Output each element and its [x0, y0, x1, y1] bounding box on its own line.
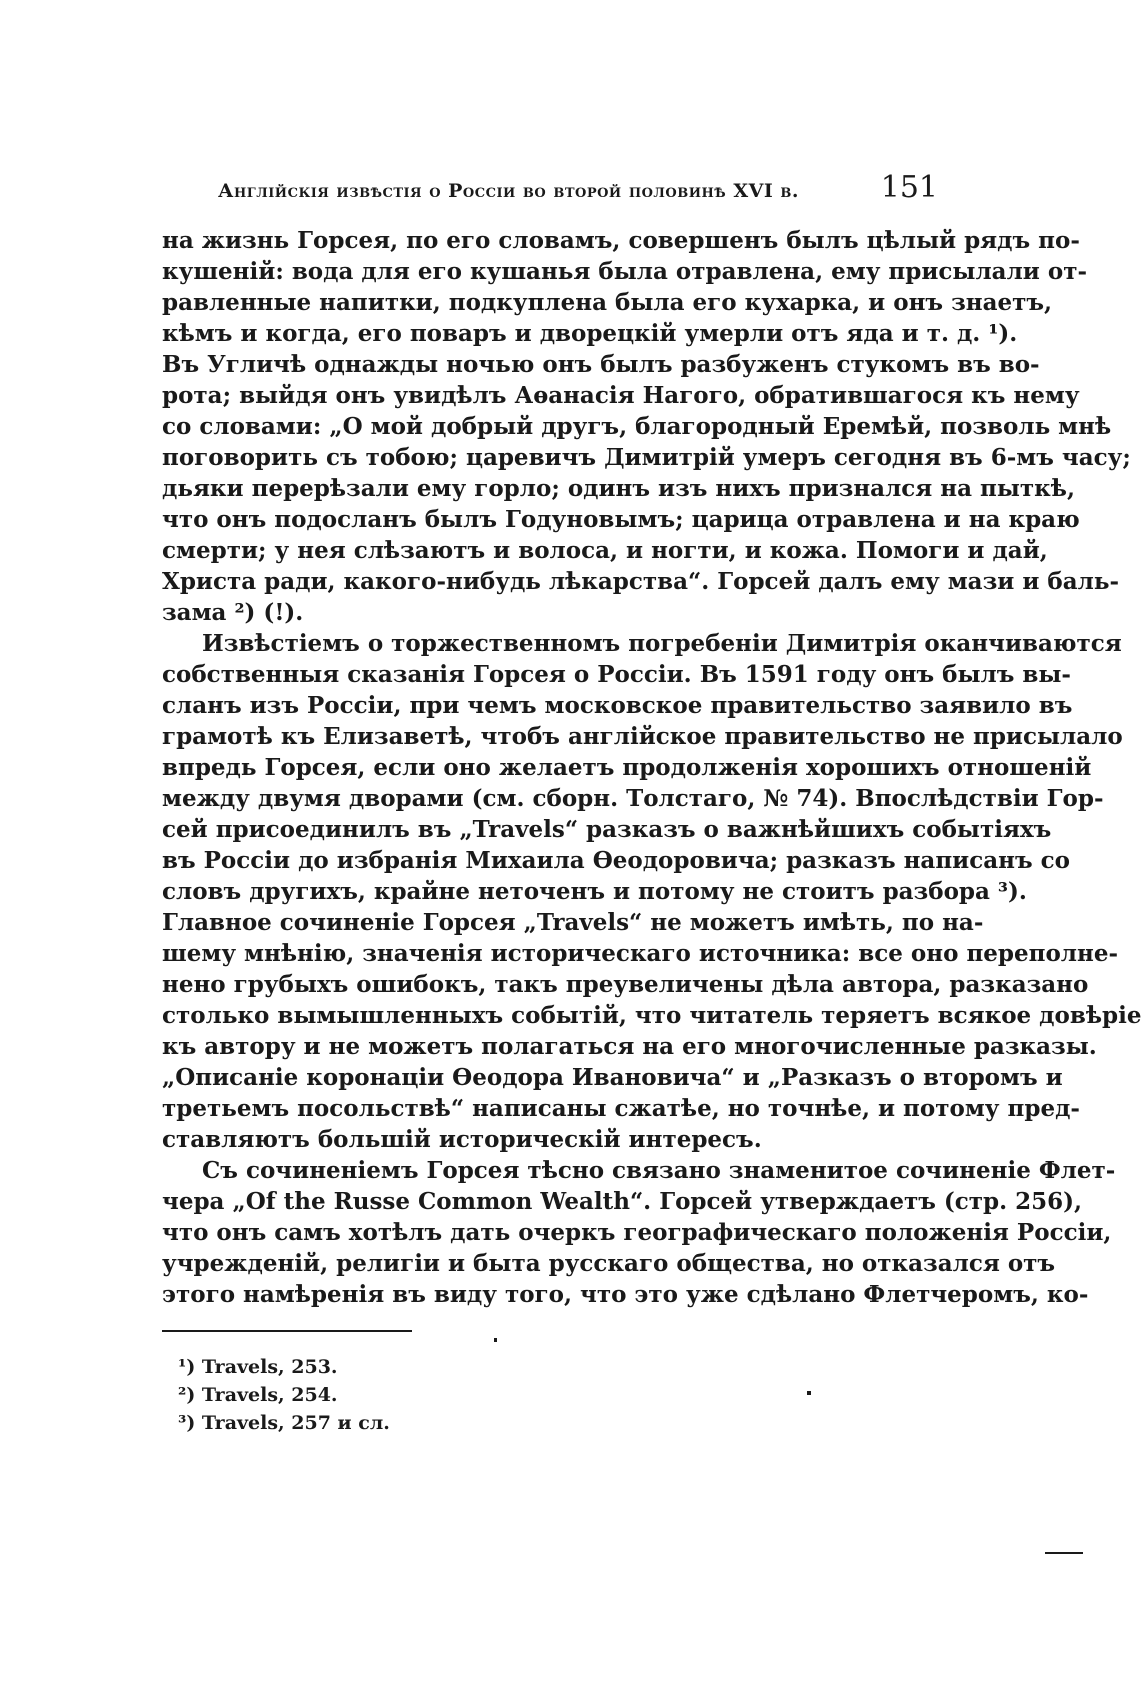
- text-line: поговорить съ тобою; царевичъ Димитрій умеръ сегодня въ 6-мъ часу;: [162, 444, 1131, 471]
- text-line: сей присоединилъ въ „Travels“ разказъ о важнѣйшихъ событіяхъ: [162, 816, 1052, 843]
- text-line: Въ Угличѣ однажды ночью онъ былъ разбуженъ стукомъ въ во-: [162, 351, 1040, 378]
- text-line: чера „Of the Russe Common Wealth“. Горсей утверждаетъ (стр. 256),: [162, 1188, 1082, 1215]
- scan-speck: [807, 1391, 811, 1395]
- text-line: впредь Горсея, если оно желаетъ продолженія хорошихъ отношеній: [162, 754, 1092, 781]
- text-line: кушеній: вода для его кушанья была отравлена, ему присылали от-: [162, 258, 1087, 285]
- scan-edge-mark: [1045, 1552, 1083, 1554]
- scan-speck: [494, 1338, 497, 1342]
- footnotes: [178, 1353, 578, 1437]
- text-line: зама ²) (!).: [162, 599, 304, 626]
- text-line: словъ другихъ, крайне неточенъ и потому не стоитъ разбора ³).: [162, 878, 1027, 905]
- text-line: этого намѣренія въ виду того, что это уже сдѣлано Флетчеромъ, ко-: [162, 1281, 1089, 1308]
- text-line: ставляютъ большій историческій интересъ.: [162, 1126, 762, 1153]
- text-line: сланъ изъ Россіи, при чемъ московское правительство заявило въ: [162, 692, 1073, 719]
- text-line: шему мнѣнію, значенія историческаго источника: все оно переполне-: [162, 940, 1119, 967]
- text-line: Главное сочиненіе Горсея „Travels“ не можетъ имѣть, по на-: [162, 909, 984, 936]
- text-line: между двумя дворами (см. сборн. Толстаго, № 74). Впослѣдствіи Гор-: [162, 785, 1104, 812]
- footnote: ¹) Travels, 253.: [178, 1356, 338, 1378]
- text-line: смерти; у нея слѣзаютъ и волоса, и ногти, и кожа. Помоги и дай,: [162, 537, 1048, 564]
- text-line: „Описаніе коронаціи Ѳеодора Ивановича“ и „Разказъ о второмъ и: [162, 1064, 1063, 1091]
- text-line: Христа ради, какого-нибудь лѣкарства“. Горсей далъ ему мази и баль-: [162, 568, 1120, 595]
- text-line: равленные напитки, подкуплена была его кухарка, и онъ знаетъ,: [162, 289, 1053, 316]
- paragraph-start-line: Съ сочиненіемъ Горсея тѣсно связано знаменитое сочиненіе Флет-: [202, 1157, 1116, 1184]
- text-line: рота; выйдя онъ увидѣлъ Аѳанасія Нагого, обратившагося къ нему: [162, 382, 1080, 409]
- text-line: учрежденій, религіи и быта русскаго общества, но отказался отъ: [162, 1250, 1056, 1277]
- text-line: кѣмъ и когда, его поваръ и дворецкій умерли отъ яда и т. д. ¹).: [162, 320, 1018, 347]
- text-line: собственныя сказанія Горсея о Россіи. Въ 1591 году онъ былъ вы-: [162, 661, 1071, 688]
- running-header: [218, 170, 938, 214]
- text-line: на жизнь Горсея, по его словамъ, совершенъ былъ цѣлый рядъ по-: [162, 227, 1080, 254]
- text-line: въ Россіи до избранія Михаила Ѳеодоровича; разказъ написанъ со: [162, 847, 1070, 874]
- footnote: ²) Travels, 254.: [178, 1384, 338, 1406]
- text-line: грамотѣ къ Елизаветѣ, чтобъ англійское правительство не присылало: [162, 723, 1123, 750]
- body-text: [162, 225, 1141, 1310]
- text-line: со словами: „О мой добрый другъ, благородный Еремѣй, позволь мнѣ: [162, 413, 1112, 440]
- text-line: что онъ самъ хотѣлъ дать очеркъ географическаго положенія Россіи,: [162, 1219, 1112, 1246]
- paragraph-start-line: Извѣстіемъ о торжественномъ погребеніи Димитрія оканчиваются: [202, 630, 1122, 657]
- running-title: Англійскія извѣстія о Россіи во второй половинѣ XVI в.: [218, 180, 799, 202]
- text-line: третьемъ посольствѣ“ написаны сжатѣе, но точнѣе, и потому пред-: [162, 1095, 1080, 1122]
- text-line: столько вымышленныхъ событій, что читатель теряетъ всякое довѣріе: [162, 1002, 1141, 1029]
- text-line: къ автору и не можетъ полагаться на его многочисленные разказы.: [162, 1033, 1097, 1060]
- page-number: 151: [880, 170, 938, 205]
- footnote-rule: [162, 1330, 412, 1332]
- text-line: что онъ подосланъ былъ Годуновымъ; царица отравлена и на краю: [162, 506, 1080, 533]
- text-line: дьяки перерѣзали ему горло; одинъ изъ нихъ признался на пыткѣ,: [162, 475, 1075, 502]
- footnote: ³) Travels, 257 и сл.: [178, 1412, 390, 1434]
- text-line: нено грубыхъ ошибокъ, такъ преувеличены дѣла автора, разказано: [162, 971, 1089, 998]
